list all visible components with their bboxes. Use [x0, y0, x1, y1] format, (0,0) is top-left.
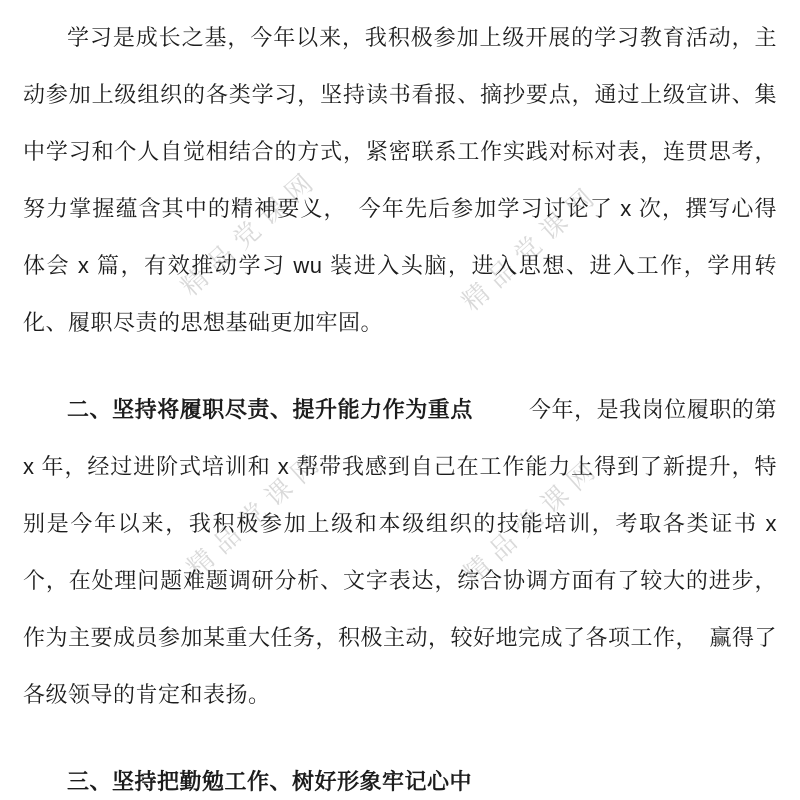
- section-heading-2: 二、坚持将履职尽责、提升能力作为重点: [67, 397, 473, 422]
- paragraph-duty-text: 今年，是我岗位履职的第 x 年，经过进阶式培训和 x 帮带我感到自己在工作能力上得到了新提升，特别是今年以来，我积极参加上级和本级组织的技能培训，考取各类证书 x 个，在处理问题难题调研分析、文字表达，综合协调方面有了较大的进步，作为主要成员参加某重大任务，积极主动，较好地完成了各项工作， 赢得了各级领导的肯定和表扬。: [23, 397, 778, 707]
- section-heading-3: 三、坚持把勤勉工作、树好形象牢记心中: [67, 769, 473, 794]
- paragraph-duty-section: [23, 381, 777, 723]
- document-content: [23, 9, 777, 800]
- watermark-text: 精品党课网: [456, 450, 608, 590]
- watermark-text: 精品党课网: [455, 177, 607, 317]
- watermark-text: 精品党课网: [180, 443, 332, 583]
- paragraph-study-summary: 学习是成长之基，今年以来，我积极参加上级开展的学习教育活动，主动参加上级组织的各类学习，坚持读书看报、摘抄要点，通过上级宣讲、集中学习和个人自觉相结合的方式，紧密联系工作实践对标对表，连贯思考，努力掌握蕴含其中的精神要义， 今年先后参加学习讨论了 x 次，撰写心得体会 x 篇，有效推动学习 wu 装进入头脑，进入思想、进入工作，学用转化、履职尽责的思想基础更加牢固。: [23, 25, 777, 335]
- heading-text-gap: [473, 416, 529, 417]
- watermark-text: 精品党课网: [174, 162, 326, 302]
